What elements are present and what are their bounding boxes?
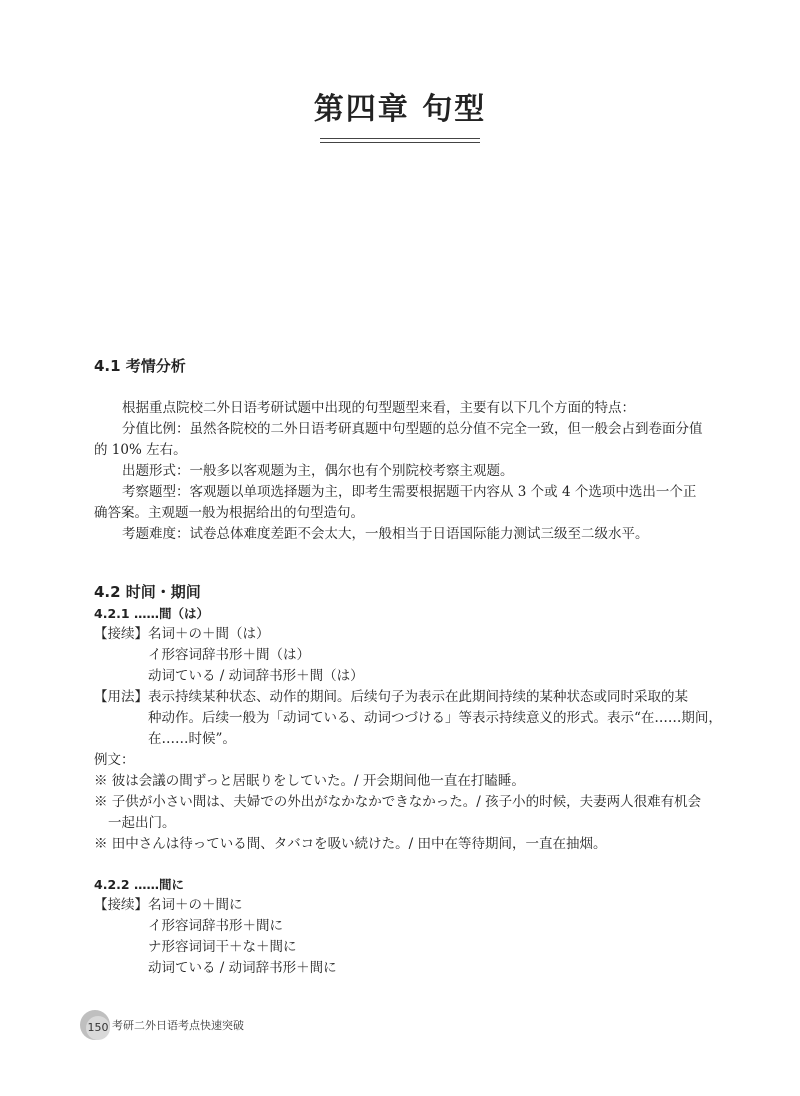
page-number: 150 (86, 1016, 110, 1040)
section-heading-4-2: 4.2 时间・期间 (94, 583, 201, 601)
connection-line-2: イ形容词辞书形＋間（は） (148, 647, 310, 663)
connection-2-line-4: 动词ている / 动词辞书形＋間に (148, 960, 337, 976)
example-1: ※ 彼は会議の間ずっと居眠りをしていた。/ 开会期间他一直在打瞌睡。 (94, 773, 525, 789)
example-2-line-2: 一起出门。 (108, 815, 176, 831)
section-4-1-p1-line2: 的 10% 左右。 (94, 442, 187, 458)
section-4-1-intro: 根据重点院校二外日语考研试题中出现的句型题型来看，主要有以下几个方面的特点： (122, 400, 635, 416)
connection-line-1: 名词＋の＋間（は） (148, 626, 270, 642)
usage-line-3: 在……时候”。 (148, 731, 236, 747)
title-rule-bottom (320, 142, 480, 143)
chapter-title: 第四章 句型 (313, 92, 487, 127)
subsection-heading-4-2-2: 4.2.2 ……間に (94, 877, 184, 892)
section-4-1-p4: 考题难度：试卷总体难度差距不会太大，一般相当于日语国际能力测试三级至二级水平。 (122, 526, 649, 542)
section-4-1-p2: 出题形式：一般多以客观题为主，偶尔也有个别院校考察主观题。 (122, 463, 514, 479)
section-4-1-p3-line1: 考察题型：客观题以单项选择题为主，即考生需要根据题干内容从 3 个或 4 个选项中选出一个正 (122, 484, 697, 500)
usage-tag: 【用法】 (94, 689, 148, 705)
connection-tag: 【接续】 (94, 626, 148, 642)
title-rule-top (320, 138, 480, 139)
subsection-heading-4-2-1: 4.2.1 ……間（は） (94, 606, 209, 621)
usage-line-1: 表示持续某种状态、动作的期间。后续句子为表示在此期间持续的某种状态或同时采取的某 (148, 689, 688, 705)
example-3: ※ 田中さんは待っている間、タバコを吸い続けた。/ 田中在等待期间，一直在抽烟。 (94, 836, 607, 852)
section-heading-4-1: 4.1 考情分析 (94, 357, 186, 375)
connection-2-line-3: ナ形容词词干＋な＋間に (148, 939, 297, 955)
connection-tag-2: 【接续】 (94, 897, 148, 913)
connection-2-line-2: イ形容词辞书形＋間に (148, 918, 283, 934)
connection-line-3: 动词ている / 动词辞书形＋間（は） (148, 668, 364, 684)
connection-2-line-1: 名词＋の＋間に (148, 897, 243, 913)
footer-book-title: 考研二外日语考点快速突破 (112, 1019, 244, 1032)
section-4-1-p1-line1: 分值比例：虽然各院校的二外日语考研真题中句型题的总分值不完全一致，但一般会占到卷面分值 (122, 421, 703, 437)
usage-line-2: 种动作。后续一般为「动词ている、动词つづける」等表示持续意义的形式。表示“在……期间， (148, 710, 722, 726)
section-4-1-p3-line2: 确答案。主观题一般为根据给出的句型造句。 (94, 505, 364, 521)
examples-label: 例文： (94, 752, 135, 768)
example-2-line-1: ※ 子供が小さい間は、夫婦での外出がなかなかできなかった。/ 孩子小的时候，夫妻两人很难有机会 (94, 794, 702, 810)
